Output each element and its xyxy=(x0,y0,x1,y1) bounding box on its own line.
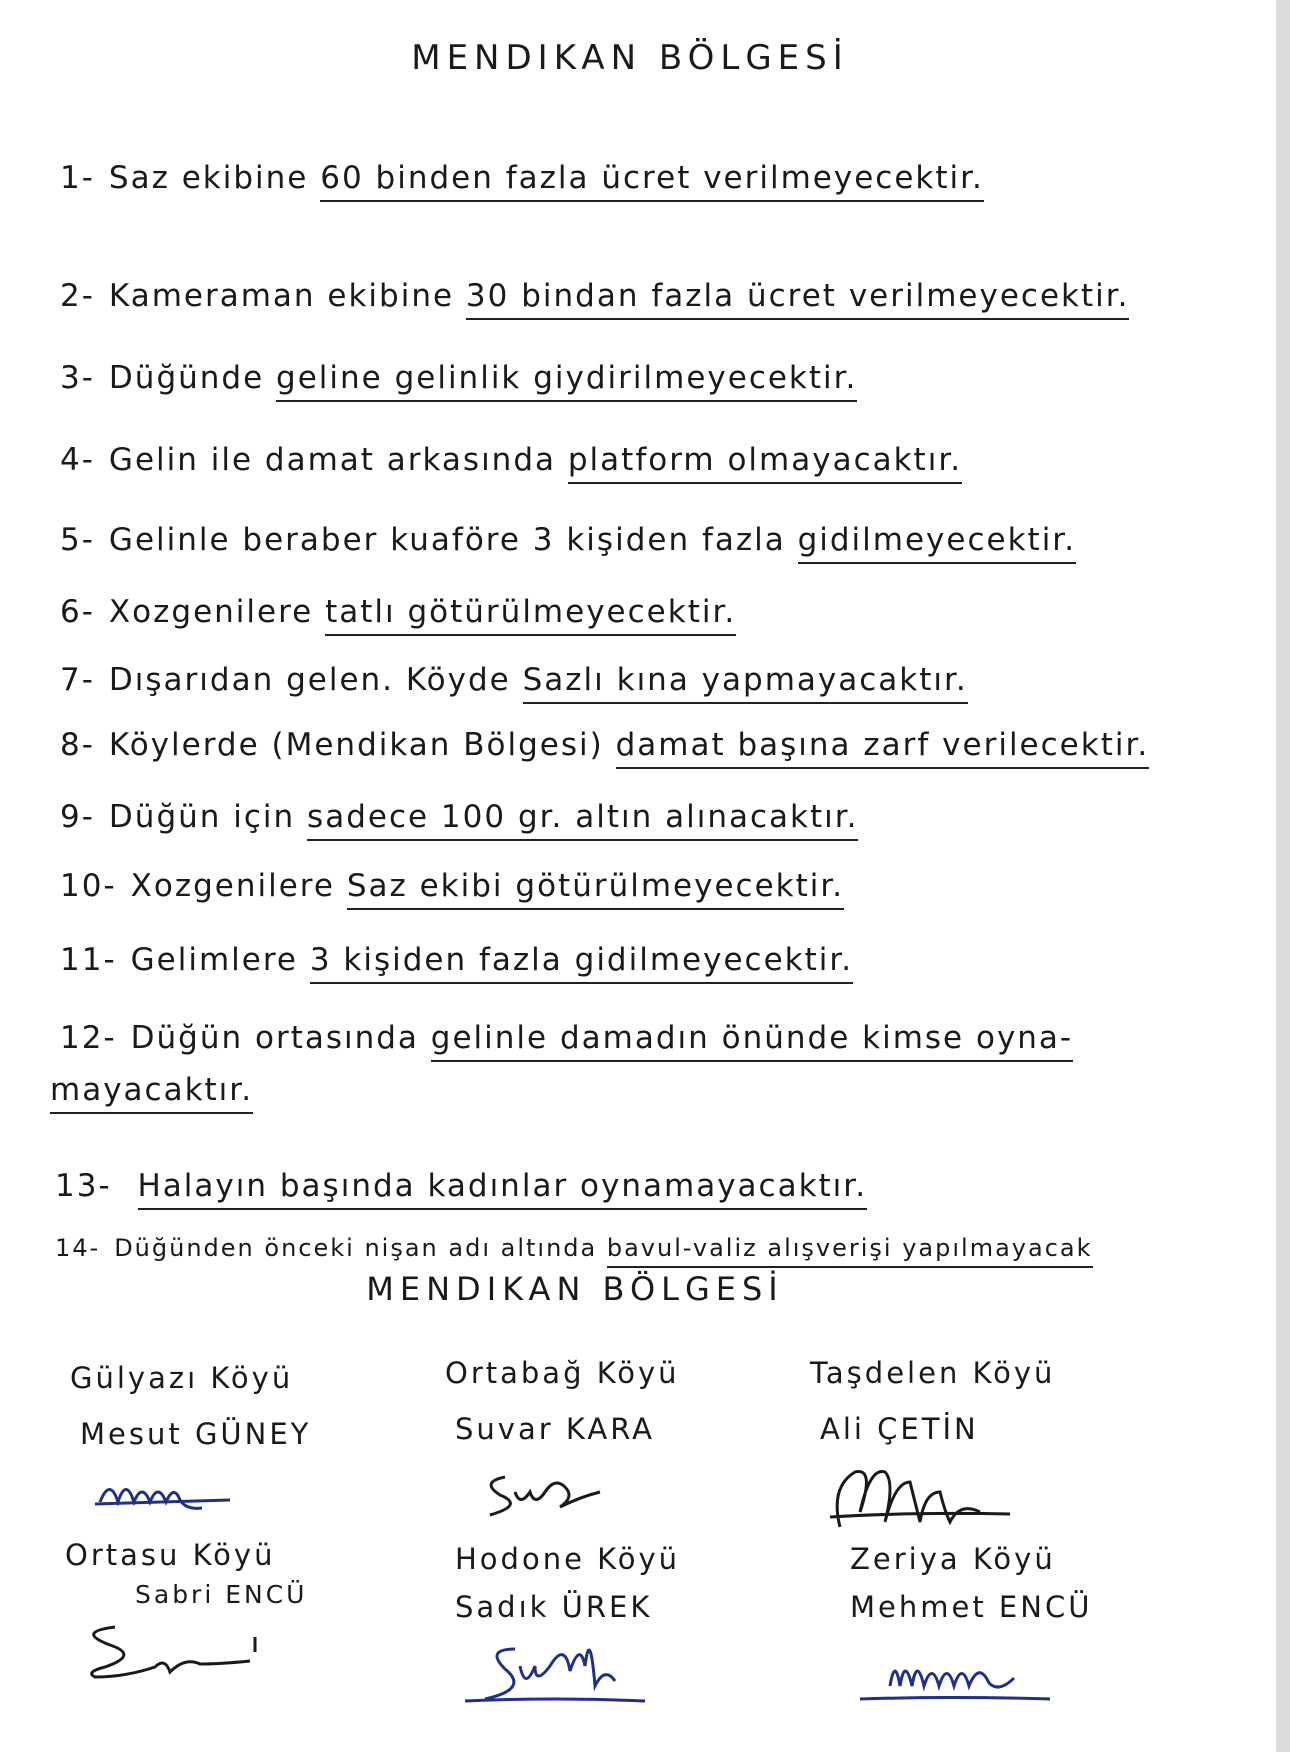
rule-item: 13- Halayın başında kadınlar oynamayacaktır. xyxy=(55,1166,867,1206)
signatory-block xyxy=(65,1535,445,1685)
rule-item: 6- Xozgenilere tatlı götürülmeyecektir. xyxy=(60,592,736,632)
village-name: Zeriya Köyü xyxy=(850,1542,1056,1576)
signature-image xyxy=(810,1457,1190,1527)
rule-item: 3- Düğünde geline gelinlik giydirilmeyecektir. xyxy=(60,358,857,398)
rule-item-continuation: mayacaktır. xyxy=(50,1070,253,1110)
signature-image xyxy=(850,1631,1230,1701)
signature-image xyxy=(445,1457,825,1527)
person-name: Sabri ENCÜ xyxy=(135,1580,308,1609)
village-name: Hodone Köyü xyxy=(455,1542,680,1576)
signature-image xyxy=(455,1631,835,1701)
person-name: Ali ÇETİN xyxy=(820,1412,979,1446)
rule-item: 14- Düğünden önceki nişan adı altında bavul-valiz alışverişi yapılmayacak xyxy=(55,1228,1093,1268)
signatory-block xyxy=(810,1345,1190,1527)
rule-item: 5- Gelinle beraber kuaföre 3 kişiden fazla gidilmeyecektir. xyxy=(60,520,1076,560)
rule-item: 2- Kameraman ekibine 30 bindan fazla ücret verilmeyecektir. xyxy=(60,276,1129,316)
signatory-block xyxy=(70,1350,450,1532)
rule-item: 1- Saz ekibine 60 binden fazla ücret verilmeyecektir. xyxy=(60,158,984,198)
village-name: Ortabağ Köyü xyxy=(445,1356,680,1390)
rule-item: 10- Xozgenilere Saz ekibi götürülmeyecektir. xyxy=(60,866,844,906)
rule-item: 8- Köylerde (Mendikan Bölgesi) damat başına zarf verilecektir. xyxy=(60,725,1149,765)
person-name: Mesut GÜNEY xyxy=(80,1417,312,1451)
document-title: MENDIKAN BÖLGESİ xyxy=(411,38,849,78)
rule-item: 7- Dışarıdan gelen. Köyde Sazlı kına yapmayacaktır. xyxy=(60,660,968,700)
signature-image xyxy=(70,1462,450,1532)
signatory-block xyxy=(455,1535,835,1701)
village-name: Taşdelen Köyü xyxy=(810,1356,1056,1390)
region-label: MENDIKAN BÖLGESİ xyxy=(366,1270,784,1308)
page-edge xyxy=(1276,0,1290,1752)
rule-item: 12- Düğün ortasında gelinle damadın önünde kimse oyna- xyxy=(60,1018,1073,1058)
village-name: Ortasu Köyü xyxy=(65,1538,276,1572)
signature-image xyxy=(65,1615,445,1685)
signatory-block xyxy=(850,1535,1230,1701)
rule-item: 4- Gelin ile damat arkasında platform olmayacaktır. xyxy=(60,440,962,480)
person-name: Sadık ÜREK xyxy=(455,1590,653,1624)
person-name: Suvar KARA xyxy=(455,1412,656,1446)
signatory-block xyxy=(445,1345,825,1527)
person-name: Mehmet ENCÜ xyxy=(850,1590,1093,1624)
rule-item: 11- Gelimlere 3 kişiden fazla gidilmeyecektir. xyxy=(60,940,853,980)
rule-item: 9- Düğün için sadece 100 gr. altın alınacaktır. xyxy=(60,797,858,837)
village-name: Gülyazı Köyü xyxy=(70,1361,294,1395)
